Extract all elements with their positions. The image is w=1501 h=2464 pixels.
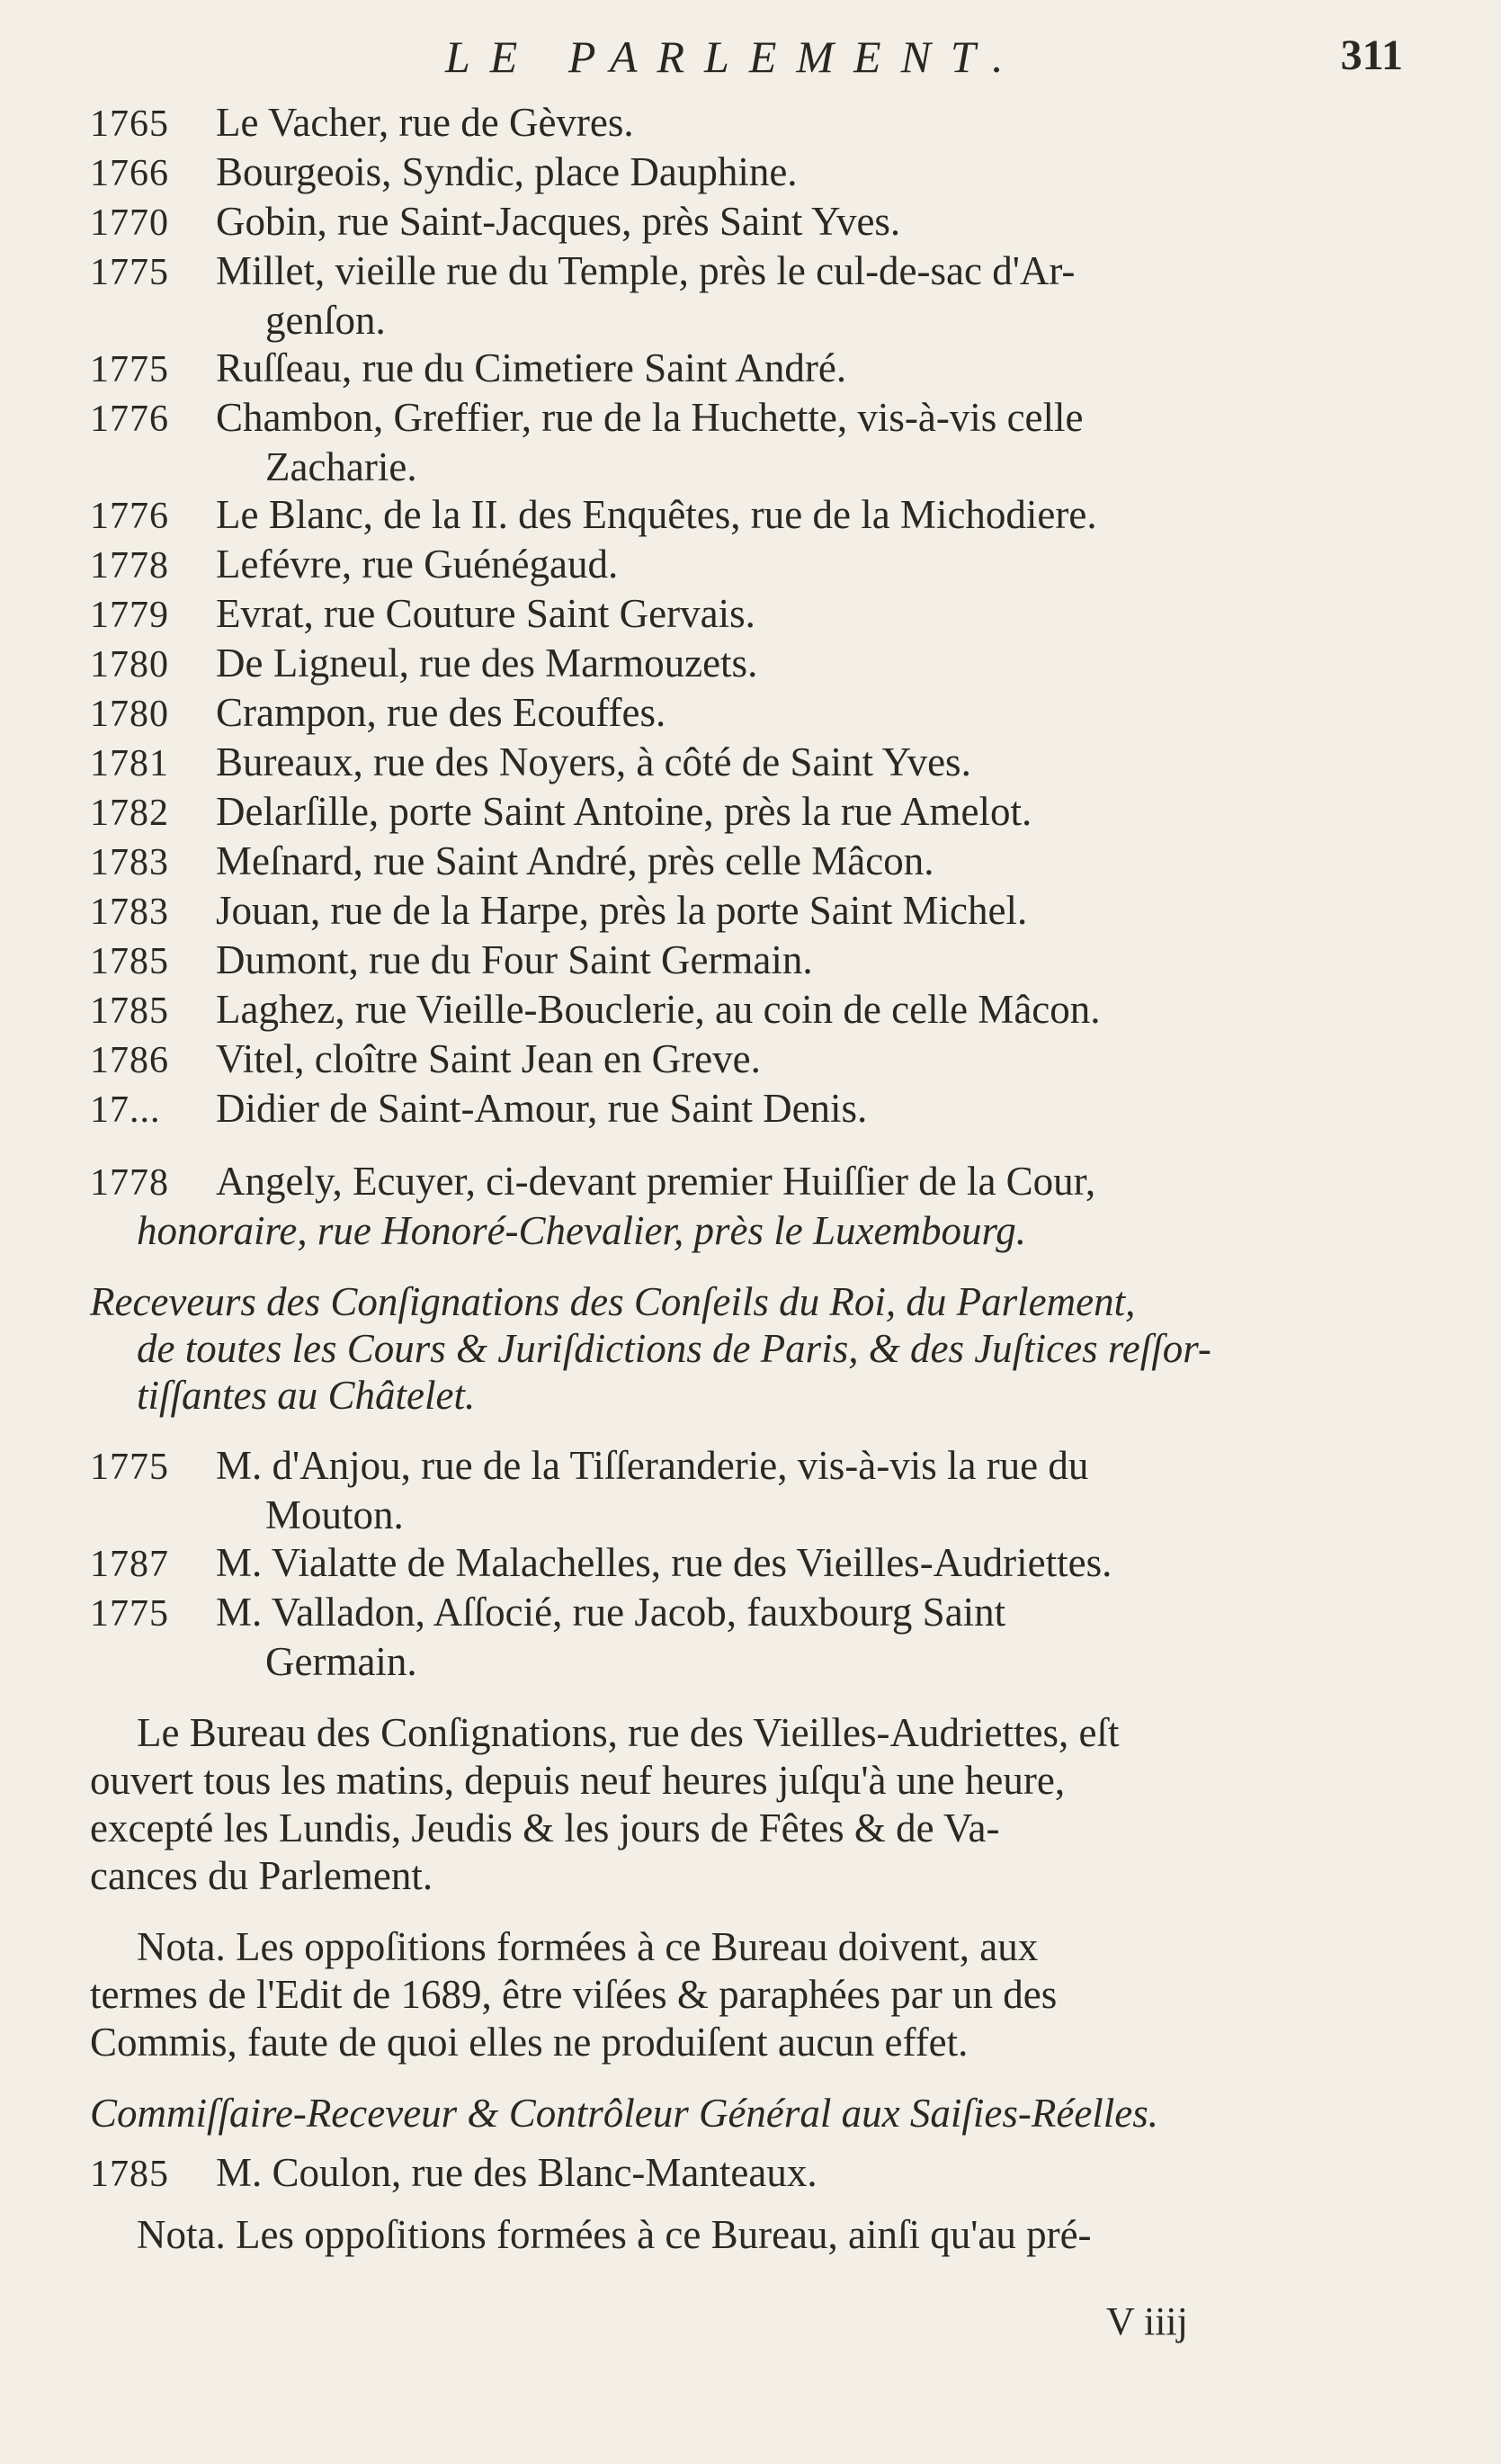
- list-item: [90, 986, 1403, 1035]
- list-item: [90, 541, 1403, 590]
- entry-year: 1779: [90, 595, 169, 636]
- entry-year: 1776: [90, 496, 169, 537]
- paragraph-line: ouvert tous les matins, depuis neuf heures juſqu'à une heure,: [90, 1758, 1066, 1803]
- entry-year: 1785: [90, 2154, 169, 2195]
- list-item: [90, 689, 1403, 739]
- list-item: [90, 491, 1403, 541]
- entry-text: Le Blanc, de la II. des Enquêtes, rue de la Michodiere.: [216, 492, 1097, 537]
- entry-continuation: Mouton.: [265, 1492, 404, 1537]
- heading-line: Receveurs des Conſignations des Conſeils du Roi, du Parlement,: [90, 1279, 1136, 1324]
- entry-text: Lefévre, rue Guénégaud.: [216, 542, 619, 587]
- heading-line: de toutes les Cours & Juriſdictions de Paris, & des Juſtices reſſor-: [137, 1326, 1211, 1371]
- section-heading-commissaire: Commiſſaire-Receveur & Contrôleur Général aux Saiſies-Réelles.: [90, 2091, 1159, 2136]
- entry-text: De Ligneul, rue des Marmouzets.: [216, 641, 758, 685]
- entry-text: Millet, vieille rue du Temple, près le cul-de-sac d'Ar-: [216, 248, 1076, 293]
- entry-continuation: Zacharie.: [265, 444, 417, 489]
- section-heading-receveurs: [90, 1278, 1403, 1419]
- entry-continuation: genſon.: [265, 298, 386, 343]
- entry-text: Delarſille, porte Saint Antoine, près la rue Amelot.: [216, 789, 1032, 834]
- page-body: [90, 99, 1403, 2259]
- list-item: [90, 838, 1403, 887]
- entry-year: 1778: [90, 545, 169, 587]
- list-item: [90, 394, 1403, 444]
- entry-year: 1765: [90, 103, 169, 145]
- honorary-entry: [90, 1158, 1403, 1255]
- entry-text: Ruſſeau, rue du Cimetiere Saint André.: [216, 345, 847, 390]
- running-title: LE PARLEMENT.: [445, 31, 1023, 82]
- entry-year: 1782: [90, 793, 169, 834]
- entry-year: 1783: [90, 892, 169, 933]
- entry-year: 17...: [90, 1089, 161, 1131]
- page-number: 311: [1340, 31, 1403, 79]
- list-item: [90, 345, 1403, 394]
- paragraph-line: Commis, faute de quoi elles ne produiſent aucun effet.: [90, 2020, 969, 2065]
- entry-year: 1780: [90, 644, 169, 685]
- entry-text: M. d'Anjou, rue de la Tiſſeranderie, vis-à-vis la rue du: [216, 1443, 1089, 1488]
- list-item: [90, 198, 1403, 247]
- list-item: [90, 99, 1403, 148]
- entry-year: 1770: [90, 202, 169, 244]
- entry-year: 1775: [90, 349, 169, 390]
- list-item: [90, 887, 1403, 936]
- bureau-paragraph: [90, 1709, 1403, 1900]
- paragraph-line: termes de l'Edit de 1689, être viſées & paraphées par un des: [90, 1972, 1058, 2017]
- entry-text: Vitel, cloître Saint Jean en Greve.: [216, 1036, 761, 1081]
- page-header: [90, 25, 1403, 97]
- entry-year: 1776: [90, 399, 169, 440]
- list-item: [90, 1539, 1403, 1589]
- entry-text: Bourgeois, Syndic, place Dauphine.: [216, 149, 798, 194]
- entry-continuation: honoraire, rue Honoré-Chevalier, près le Luxembourg.: [137, 1208, 1027, 1253]
- list-item: [90, 148, 1403, 198]
- entry-year: 1778: [90, 1162, 169, 1204]
- entry-continuation: Germain.: [265, 1639, 417, 1684]
- entry-year: 1785: [90, 941, 169, 982]
- nota-paragraph: [90, 1923, 1403, 2066]
- entry-text: Meſnard, rue Saint André, près celle Mâcon.: [216, 838, 934, 883]
- entry-year: 1766: [90, 153, 169, 194]
- paragraph-line: cances du Parlement.: [90, 1853, 433, 1898]
- list-item: [90, 1589, 1403, 1638]
- entry-list-huissiers: [90, 99, 1403, 1134]
- entry-year: 1781: [90, 743, 169, 784]
- paragraph-line: excepté les Lundis, Jeudis & les jours de Fêtes & de Va-: [90, 1805, 1000, 1850]
- paragraph-line: Nota. Les oppoſitions formées à ce Bureau doivent, aux: [137, 1924, 1039, 1969]
- entry-text: Crampon, rue des Ecouffes.: [216, 690, 666, 735]
- nota-paragraph-2: [90, 2211, 1403, 2259]
- list-item: [90, 936, 1403, 986]
- list-item: [90, 640, 1403, 689]
- entry-text: Chambon, Greffier, rue de la Huchette, vis-à-vis celle: [216, 395, 1084, 440]
- entry-text: Angely, Ecuyer, ci-devant premier Huiſſier de la Cour,: [216, 1159, 1096, 1204]
- list-item: [90, 739, 1403, 788]
- entry-text: Dumont, rue du Four Saint Germain.: [216, 937, 813, 982]
- list-item: [90, 590, 1403, 640]
- entry-year: 1775: [90, 1447, 169, 1488]
- entry-text: M. Coulon, rue des Blanc-Manteaux.: [216, 2150, 818, 2195]
- entry-year: 1780: [90, 694, 169, 735]
- list-item: [90, 1035, 1403, 1085]
- entry-year: 1785: [90, 990, 169, 1032]
- entry-year: 1775: [90, 252, 169, 293]
- entry-text: Bureaux, rue des Noyers, à côté de Saint Yves.: [216, 739, 971, 784]
- entry-year: 1787: [90, 1544, 169, 1585]
- entry-list-receveurs: [90, 1442, 1403, 1686]
- list-item: [90, 2149, 1403, 2199]
- entry-text: Didier de Saint-Amour, rue Saint Denis.: [216, 1086, 868, 1131]
- entry-text: M. Vialatte de Malachelles, rue des Vieilles-Audriettes.: [216, 1540, 1112, 1585]
- list-item: [90, 1442, 1403, 1492]
- entry-year: 1783: [90, 842, 169, 883]
- list-item: [90, 1158, 1403, 1207]
- entry-year: 1775: [90, 1593, 169, 1635]
- signature-mark: V iiij: [1106, 2299, 1188, 2343]
- list-item: [90, 247, 1403, 297]
- entry-year: 1786: [90, 1040, 169, 1081]
- entry-text: M. Valladon, Aſſocié, rue Jacob, fauxbourg Saint: [216, 1590, 1006, 1635]
- entry-text: Jouan, rue de la Harpe, près la porte Saint Michel.: [216, 888, 1028, 933]
- entry-text: Laghez, rue Vieille-Bouclerie, au coin de celle Mâcon.: [216, 987, 1101, 1032]
- heading-line: tiſſantes au Châtelet.: [137, 1373, 476, 1418]
- entry-text: Evrat, rue Couture Saint Gervais.: [216, 591, 755, 636]
- paragraph-line: Nota. Les oppoſitions formées à ce Bureau, ainſi qu'au pré-: [137, 2212, 1092, 2257]
- paragraph-line: Le Bureau des Conſignations, rue des Vieilles-Audriettes, eſt: [137, 1710, 1120, 1755]
- list-item: [90, 788, 1403, 838]
- list-item: [90, 1085, 1403, 1134]
- entry-text: Le Vacher, rue de Gèvres.: [216, 100, 634, 145]
- entry-text: Gobin, rue Saint-Jacques, près Saint Yves.: [216, 199, 901, 244]
